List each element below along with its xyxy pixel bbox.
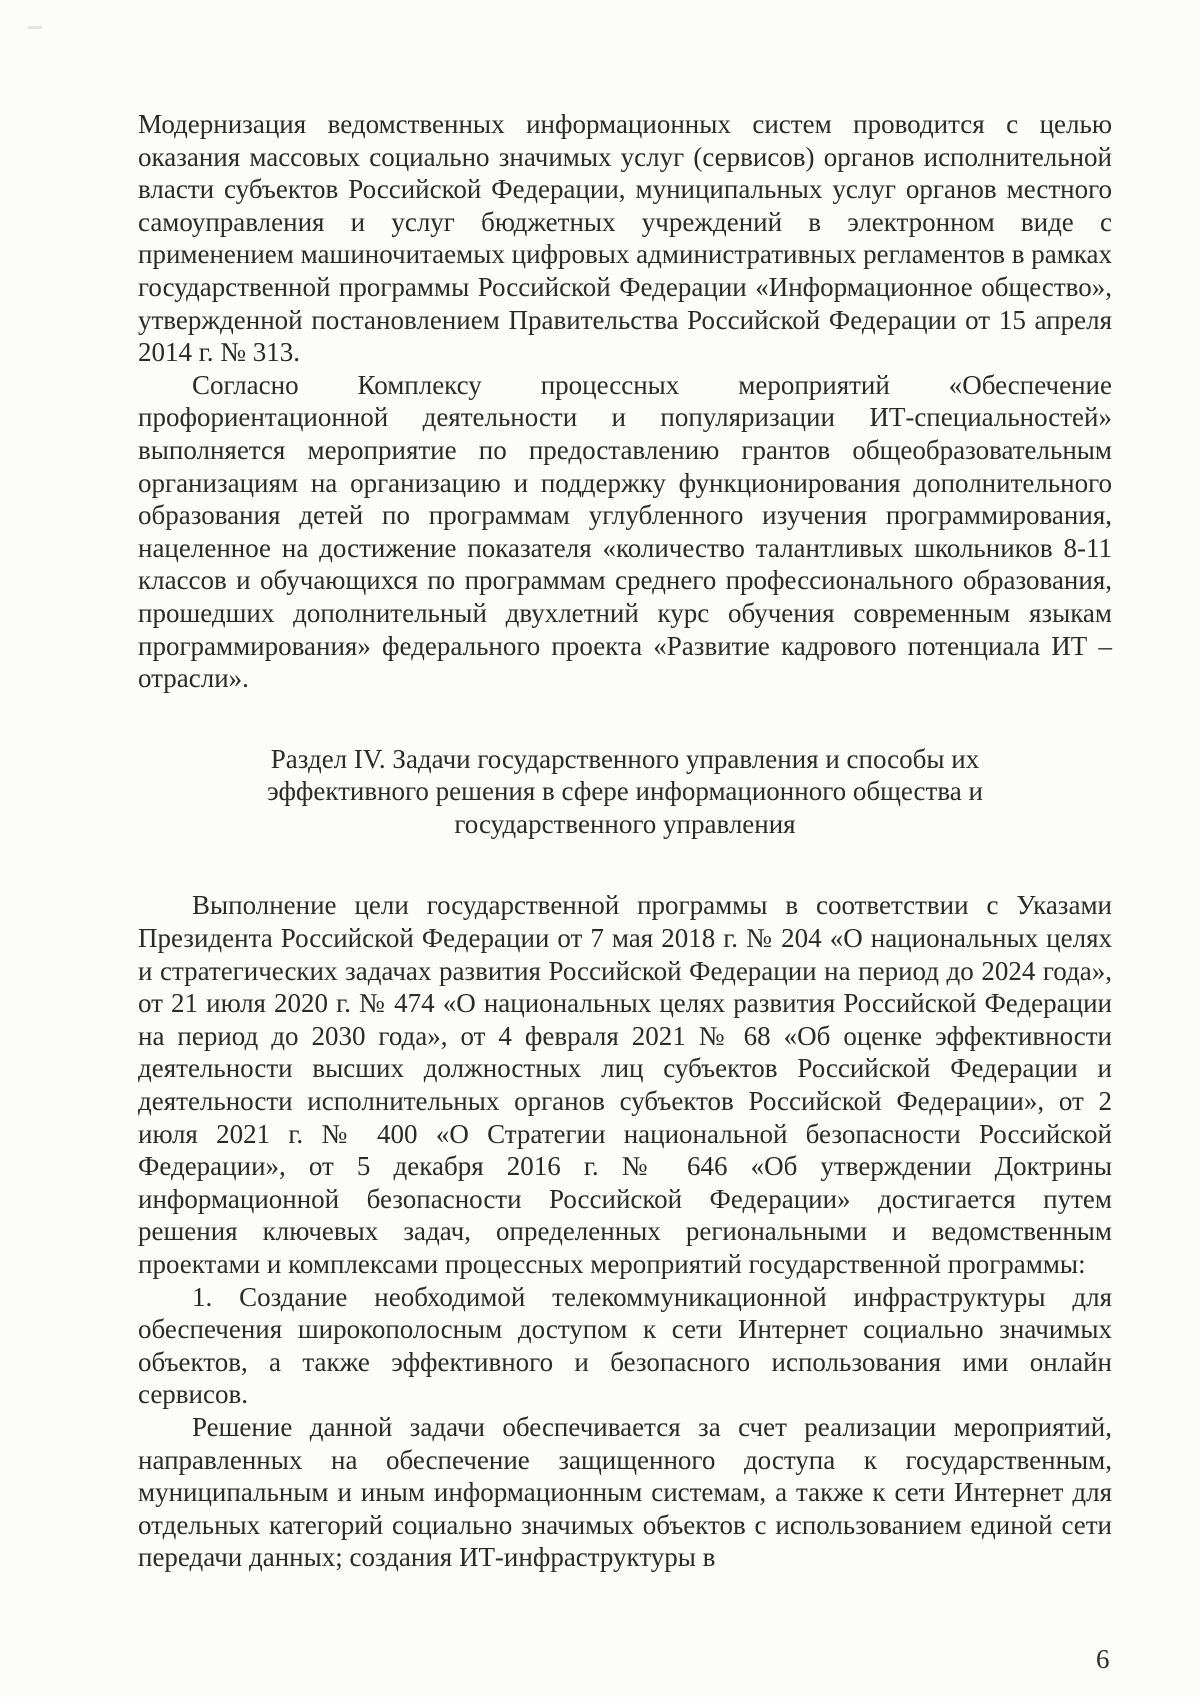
- document-body: [138, 108, 1112, 1574]
- paragraph-task-solution: Решение данной задачи обеспечивается за счет реализации мероприятий, направленных на обеспечение защищенного доступа к государственным, муниципальным и иным информационным системам, а также к сети Интернет для отдельных категорий социально значимых объектов с использованием единой сети передачи данных; создания ИТ-инфраструктуры в: [138, 1411, 1112, 1573]
- paragraph-complex-measures: Согласно Комплексу процессных мероприятий «Обеспечение профориентационной деятельности и популяризации ИТ-специальностей» выполняется мероприятие по предоставлению грантов общеобразовательным организациям на организацию и поддержку функционирования дополнительного образования детей по программам углубленного изучения программирования, нацеленное на достижение показателя «количество талантливых школьников 8-11 классов и обучающихся по программам среднего профессионального образования, прошедших дополнительный двухлетний курс обучения современным языкам программирования» федерального проекта «Развитие кадрового потенциала ИТ – отрасли».: [138, 369, 1112, 694]
- paragraph-modernization: Модернизация ведомственных информационных систем проводится с целью оказания массовых социально значимых услуг (сервисов) органов исполнительной власти субъектов Российской Федерации, муниципальных услуг органов местного самоуправления и услуг бюджетных учреждений в электронном виде с применением машиночитаемых цифровых административных регламентов в рамках государственной программы Российской Федерации «Информационное общество», утвержденной постановлением Правительства Российской Федерации от 15 апреля 2014 г. № 313.: [138, 109, 1112, 368]
- section-heading: [138, 743, 1112, 841]
- scan-artifact: [28, 26, 42, 29]
- section-heading-line-2: эффективного решения в сфере информационного общества и: [267, 776, 983, 807]
- page-number: 6: [1096, 1644, 1110, 1674]
- section-heading-line-3: государственного управления: [454, 808, 796, 839]
- paragraph-task-1: 1. Создание необходимой телекоммуникационной инфраструктуры для обеспечения широкополосным доступом к сети Интернет социально значимых объектов, а также эффективного и безопасного использования ими онлайн сервисов.: [138, 1281, 1112, 1410]
- paragraph-goal-fulfillment: Выполнение цели государственной программы в соответствии с Указами Президента Российской Федерации от 7 мая 2018 г. № 204 «О национальных целях и стратегических задачах развития Российской Федерации на период до 2024 года», от 21 июля 2020 г. № 474 «О национальных целях развития Российской Федерации на период до 2030 года», от 4 февраля 2021 № 68 «Об оценке эффективности деятельности высших должностных лиц субъектов Российской Федерации и деятельности исполнительных органов субъектов Российской Федерации», от 2 июля 2021 г. № 400 «О Стратегии национальной безопасности Российской Федерации», от 5 декабря 2016 г. № 646 «Об утверждении Доктрины информационной безопасности Российской Федерации» достигается путем решения ключевых задач, определенных региональными и ведомственным проектами и комплексами процессных мероприятий государственной программы:: [138, 890, 1112, 1279]
- section-heading-line-1: Раздел IV. Задачи государственного управления и способы их: [270, 743, 980, 774]
